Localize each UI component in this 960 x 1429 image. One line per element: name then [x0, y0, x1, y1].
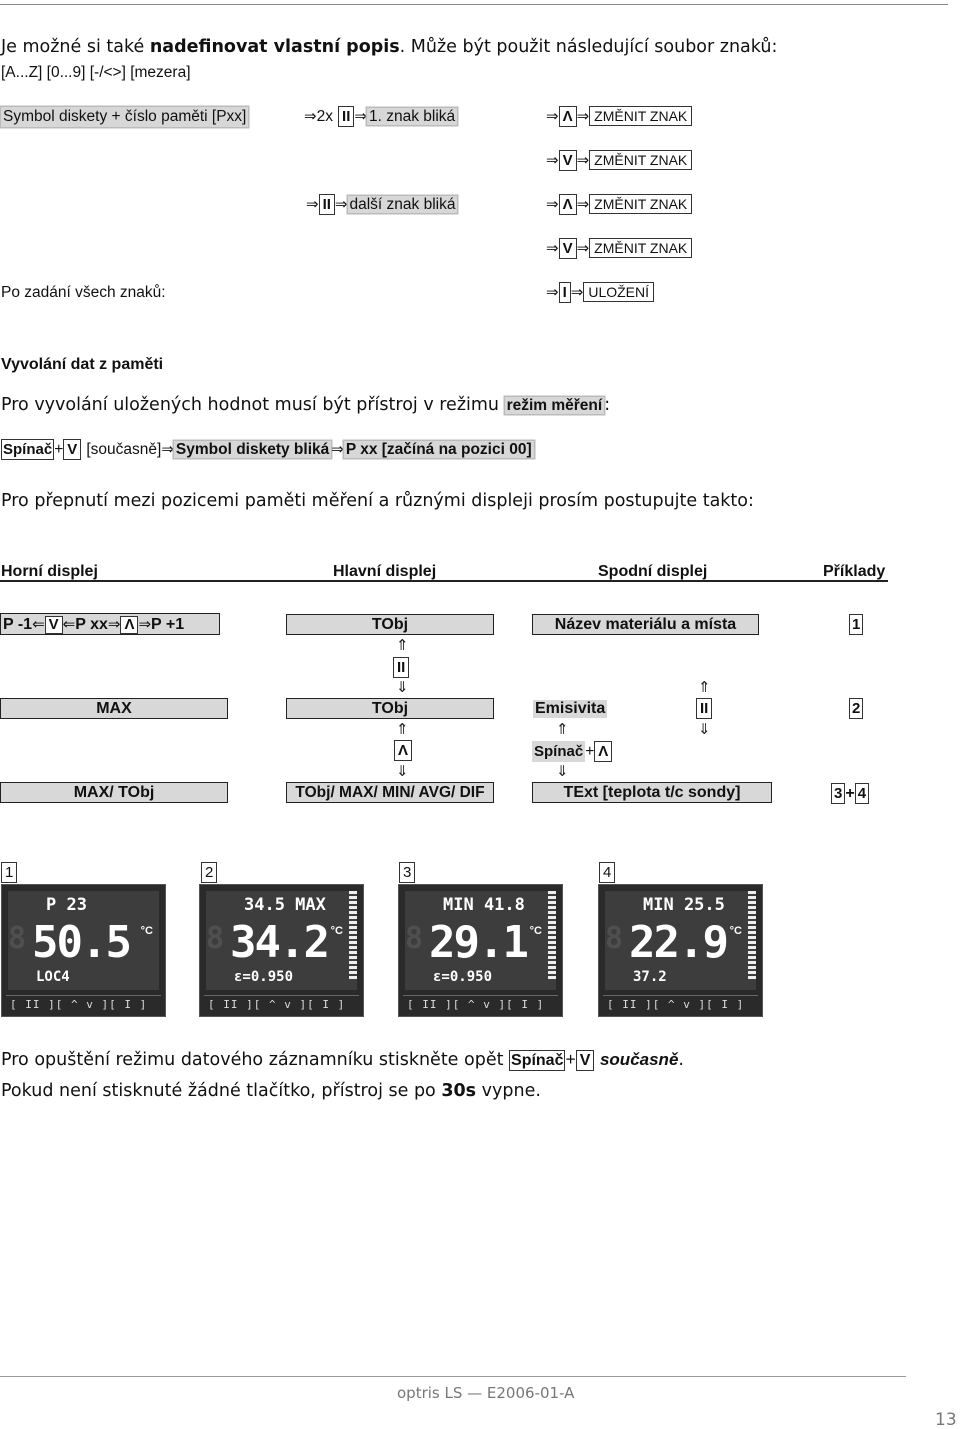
- start-label: P xx [začíná na pozici 00]: [345, 441, 532, 458]
- arrow-right-icon: ⇒: [546, 283, 559, 301]
- lcd-button-row: [ II ][ ^ v ][ I ]: [403, 995, 558, 1013]
- key-down[interactable]: V: [559, 150, 577, 171]
- p-xx: P xx: [75, 616, 108, 633]
- flow-row-1: [304, 105, 457, 128]
- lcd-unit: °C: [140, 925, 153, 937]
- recall-para-text: Pro vyvolání uložených hodnot musí být přístroj v režimu: [1, 395, 505, 415]
- arrow-right-icon: ⇒: [161, 440, 174, 458]
- trigger-key[interactable]: Spínač: [534, 743, 584, 760]
- twox-label: 2x: [316, 108, 333, 125]
- arrow-right-icon: ⇒: [546, 151, 559, 169]
- lcd-ghost-digits: 8: [206, 921, 225, 956]
- recall-heading: Vyvolání dat z paměti: [1, 356, 164, 373]
- example-3-4: [831, 782, 869, 805]
- key-ii[interactable]: II: [393, 657, 409, 678]
- row3-upper: MAX/ TObj: [0, 782, 228, 803]
- arrow-right-icon: ⇒: [107, 615, 121, 633]
- change-row-1: [546, 104, 692, 128]
- key-up[interactable]: Λ: [394, 740, 412, 761]
- key-ii[interactable]: II: [319, 194, 335, 215]
- change-char-box: ZMĚNIT ZNAK: [589, 194, 692, 214]
- row3-lower: TExt [teplota t/c sondy]: [532, 782, 772, 803]
- arrow-right-icon: ⇒: [546, 195, 559, 213]
- after-all-label: Po zadání všech znaků:: [1, 284, 166, 301]
- lcd-bottom-value: 37.2: [633, 969, 667, 985]
- arrow-left-icon: ⇐: [62, 615, 76, 633]
- example-4: 4: [855, 783, 869, 804]
- lcd-top-value: MIN 25.5: [643, 895, 725, 915]
- footer-rule: [0, 1376, 906, 1377]
- arrow-right-icon: ⇒: [546, 239, 559, 257]
- auto-off-line: [1, 1081, 541, 1101]
- key-ii[interactable]: II: [696, 698, 712, 719]
- first-blink: 1. znak bliká: [368, 108, 456, 125]
- display-num-1: 1: [1, 862, 17, 883]
- lcd-display-2: [199, 884, 364, 1017]
- lcd-display-4: [598, 884, 763, 1017]
- change-row-2: [546, 148, 692, 172]
- arrow-left-icon: ⇐: [32, 615, 45, 633]
- row1-upper: [0, 613, 220, 635]
- lcd-bargraph: [748, 891, 756, 981]
- key-up[interactable]: Λ: [594, 741, 612, 762]
- intro-line-1: [1, 37, 777, 57]
- plus-sign: +: [585, 743, 595, 760]
- row2-lower: Emisivita: [535, 700, 606, 717]
- lcd-display-1: [1, 884, 166, 1017]
- lcd-unit: °C: [529, 925, 542, 937]
- key-v[interactable]: V: [576, 1050, 595, 1071]
- plus-sign: +: [845, 785, 855, 802]
- arrow-right-icon: ⇒: [576, 239, 590, 257]
- key-v[interactable]: V: [45, 616, 63, 634]
- row1-main: TObj: [286, 614, 494, 635]
- trigger-combo: [532, 740, 612, 763]
- save-row: [546, 280, 654, 304]
- arrow-right-icon: ⇒: [576, 107, 590, 125]
- lcd-bargraph: [349, 891, 357, 981]
- arrow-right-icon: ⇒: [576, 151, 590, 169]
- auto-end: vypne.: [476, 1081, 541, 1101]
- row3-main: TObj/ MAX/ MIN/ AVG/ DIF: [286, 782, 494, 803]
- key-ii[interactable]: II: [338, 106, 354, 127]
- arrow-right-icon: ⇒: [576, 195, 590, 213]
- lcd-top-value: MIN 41.8: [443, 895, 525, 915]
- intro-text-end: . Může být použit následující soubor znaků:: [399, 37, 778, 57]
- row1-lower: Název materiálu a místa: [532, 614, 759, 635]
- recall-sequence: [1, 437, 534, 462]
- key-up[interactable]: Λ: [559, 194, 577, 215]
- display-num-3: 3: [399, 862, 415, 883]
- arrow-right-icon: ⇒: [334, 195, 348, 213]
- key-i[interactable]: I: [559, 282, 571, 303]
- lcd-bottom-value: ε=0.950: [433, 969, 493, 985]
- lcd-button-row: [ II ][ ^ v ][ I ]: [6, 995, 161, 1013]
- arrow-right-icon: ⇒: [306, 195, 319, 213]
- lcd-main-value: 50.5: [32, 917, 130, 968]
- exit-text: Pro opuštění režimu datového záznamníku stiskněte opět: [1, 1050, 510, 1070]
- display-num-4: 4: [599, 862, 615, 883]
- next-blink: další znak bliká: [349, 196, 456, 213]
- change-char-box: ZMĚNIT ZNAK: [589, 106, 692, 126]
- example-3: 3: [831, 783, 845, 804]
- plus-sign: +: [54, 441, 64, 458]
- lcd-bottom-value: LOC4: [36, 969, 70, 985]
- switch-para: Pro přepnutí mezi pozicemi paměti měření a různými displeji prosím postupujte takto:: [1, 491, 754, 511]
- lcd-bottom-value: ε=0.950: [234, 969, 294, 985]
- header-lower: Spodní displej: [598, 563, 708, 580]
- blink-label: Symbol diskety bliká: [175, 441, 330, 458]
- doc-id: optris LS — E2006-01-A: [397, 1384, 575, 1402]
- key-up[interactable]: Λ: [559, 106, 577, 127]
- arrow-right-icon: ⇒: [546, 107, 559, 125]
- plus-sign: +: [565, 1049, 576, 1069]
- lcd-unit: °C: [729, 925, 742, 937]
- simult-label: [současně]: [86, 441, 162, 458]
- row2-upper: MAX: [0, 698, 228, 719]
- lcd-unit: °C: [330, 925, 343, 937]
- page-number: 13: [935, 1410, 957, 1429]
- intro-text: Je možné si také: [1, 37, 150, 57]
- arrow-up-icon: ⇑: [396, 720, 409, 738]
- recall-para-end: :: [604, 395, 611, 415]
- arrow-up-icon: ⇑: [698, 678, 711, 696]
- lcd-display-3: [398, 884, 563, 1017]
- lcd-main-value: 29.1: [429, 917, 527, 968]
- arrow-right-icon: ⇒: [304, 107, 317, 125]
- lcd-top-value: P 23: [46, 895, 87, 915]
- exit-end: .: [678, 1050, 684, 1070]
- display-num-2: 2: [201, 862, 217, 883]
- arrow-up-icon: ⇑: [396, 636, 409, 654]
- simult-emph: současně: [599, 1050, 679, 1069]
- intro-bold: nadefinovat vlastní popis: [149, 37, 400, 57]
- top-rule: [0, 4, 948, 5]
- change-char-box: ZMĚNIT ZNAK: [589, 150, 692, 170]
- example-2: 2: [849, 698, 863, 719]
- arrow-right-icon: ⇒: [570, 283, 584, 301]
- recall-para: [1, 395, 610, 415]
- auto-time: 30s: [441, 1081, 477, 1101]
- row2-main: TObj: [286, 698, 494, 719]
- example-1: 1: [849, 614, 863, 635]
- arrow-down-icon: ⇓: [698, 720, 711, 738]
- save-box: ULOŽENÍ: [583, 282, 654, 302]
- lcd-ghost-digits: 8: [405, 921, 424, 956]
- arrow-right-icon: ⇒: [331, 440, 344, 458]
- key-v[interactable]: V: [63, 439, 81, 460]
- mode-badge: režim měření: [506, 397, 603, 414]
- arrow-down-icon: ⇓: [396, 678, 409, 696]
- arrow-right-icon: ⇒: [354, 107, 367, 125]
- lcd-top-value: 34.5 MAX: [244, 895, 326, 915]
- arrow-down-icon: ⇓: [556, 762, 569, 780]
- header-upper: Horní displej: [1, 563, 98, 580]
- arrow-up-icon: ⇑: [556, 720, 569, 738]
- arrow-down-icon: ⇓: [396, 762, 409, 780]
- change-char-box: ZMĚNIT ZNAK: [589, 238, 692, 258]
- header-main: Hlavní displej: [333, 563, 437, 580]
- symbol-label: Symbol diskety + číslo paměti [Pxx]: [3, 108, 247, 125]
- exit-line: [1, 1047, 684, 1072]
- lcd-main-value: 22.9: [629, 917, 727, 968]
- change-row-3: [546, 192, 692, 216]
- trigger-key[interactable]: Spínač: [511, 1052, 564, 1069]
- lcd-button-row: [ II ][ ^ v ][ I ]: [603, 995, 758, 1013]
- lcd-ghost-digits: 8: [605, 921, 624, 956]
- p-minus: P -1: [3, 616, 33, 633]
- header-examples: Příklady: [823, 563, 886, 580]
- trigger-key[interactable]: Spínač: [3, 441, 53, 458]
- lcd-bargraph: [548, 891, 556, 981]
- auto-text: Pokud není stisknuté žádné tlačítko, přístroj se po: [1, 1081, 442, 1101]
- key-down[interactable]: V: [559, 238, 577, 259]
- next-row: [306, 192, 457, 217]
- header-rule: [0, 580, 888, 582]
- arrow-right-icon: ⇒: [138, 615, 152, 633]
- lcd-main-value: 34.2: [230, 917, 328, 968]
- key-up[interactable]: Λ: [120, 616, 138, 634]
- p-plus: P +1: [151, 616, 185, 633]
- change-row-4: [546, 236, 692, 260]
- lcd-button-row: [ II ][ ^ v ][ I ]: [204, 995, 359, 1013]
- lcd-ghost-digits: 8: [8, 921, 27, 956]
- charset-line: [A...Z] [0...9] [-/<>] [mezera]: [1, 64, 191, 81]
